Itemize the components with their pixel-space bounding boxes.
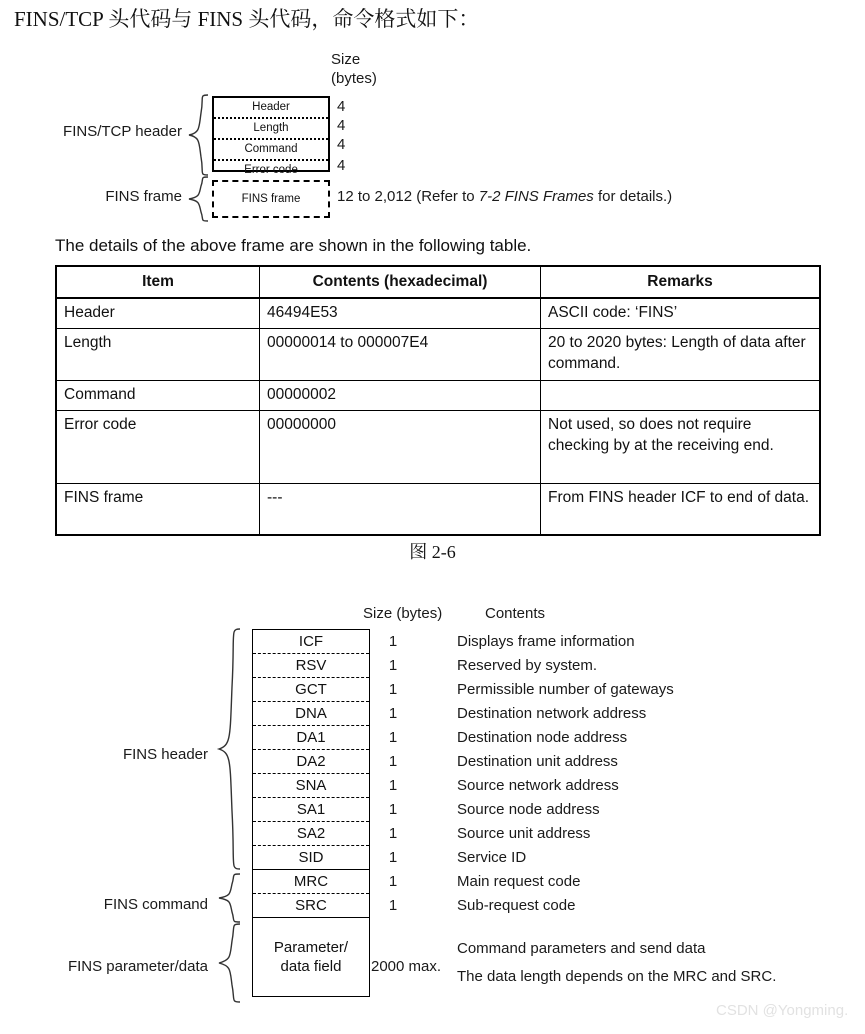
size-header-line1: Size — [331, 51, 361, 68]
figure-caption: 图 2-6 — [409, 542, 456, 562]
group-label-fins-command: FINS command — [103, 896, 208, 913]
size-parameter-data: 2000 max. — [371, 958, 442, 975]
fins-frame-note-post: for details.) — [593, 188, 673, 205]
field-sa2: SA2 — [253, 822, 369, 846]
cell-item: Header — [56, 298, 260, 328]
csdn-watermark: CSDN @Yongming. — [716, 1002, 849, 1019]
desc-sa2: Source unit address — [457, 825, 591, 842]
cell-remarks: From FINS header ICF to end of data. — [541, 483, 821, 535]
tcp-field-error-code: Error code — [244, 164, 298, 176]
fins-frame-size-note — [337, 188, 672, 205]
tcp-size-header: 4 — [337, 98, 346, 115]
cell-remarks: Not used, so does not require checking by at the receiving end. — [541, 410, 821, 483]
size-sid: 1 — [388, 849, 398, 866]
size-gct: 1 — [388, 681, 398, 698]
cell-contents: 46494E53 — [260, 298, 541, 328]
field-parameter-data — [253, 918, 369, 996]
cell-item: Length — [56, 328, 260, 380]
field-sna: SNA — [253, 774, 369, 798]
brace-fins-frame-icon — [186, 175, 210, 223]
column-header-remarks: Remarks — [541, 266, 821, 298]
fins-frame-field-box — [252, 629, 370, 997]
size-da2: 1 — [388, 753, 398, 770]
size-src: 1 — [388, 897, 398, 914]
cell-item: Command — [56, 380, 260, 410]
desc-sa1: Source node address — [457, 801, 600, 818]
desc-rsv: Reserved by system. — [457, 657, 598, 674]
table-row — [56, 328, 820, 380]
parameter-data-line1: Parameter/ — [273, 939, 349, 956]
fins-frame-box — [212, 180, 330, 218]
brace-fins-command-icon — [216, 872, 242, 924]
field-src: SRC — [253, 894, 369, 918]
fins-frame-note-pre: 12 to 2,012 (Refer to — [337, 188, 479, 205]
size-rsv: 1 — [388, 657, 398, 674]
table-row — [56, 410, 820, 483]
column-header-item: Item — [56, 266, 260, 298]
size-sna: 1 — [388, 777, 398, 794]
size-sa1: 1 — [388, 801, 398, 818]
size-bytes-header: Size (bytes) — [363, 605, 443, 622]
desc-da1: Destination node address — [457, 729, 628, 746]
field-gct: GCT — [253, 678, 369, 702]
size-header-line2: (bytes) — [331, 70, 377, 87]
field-da2: DA2 — [253, 750, 369, 774]
size-bytes-column-header — [331, 50, 377, 88]
tcp-field-header: Header — [214, 98, 328, 119]
desc-gct: Permissible number of gateways — [457, 681, 674, 698]
cell-contents: 00000014 to 000007E4 — [260, 328, 541, 380]
tcp-field-length: Length — [214, 119, 328, 140]
fins-frame-box-label: FINS frame — [241, 193, 301, 205]
column-header-contents: Contents (hexadecimal) — [260, 266, 541, 298]
contents-header: Contents — [485, 605, 546, 622]
desc-sid: Service ID — [457, 849, 527, 866]
fins-frame-structure-diagram — [0, 600, 865, 1000]
fins-tcp-frame-details-table — [55, 265, 821, 536]
size-icf: 1 — [388, 633, 398, 650]
brace-fins-header-icon — [216, 627, 242, 871]
brace-fins-parameter-data-icon — [216, 922, 242, 1004]
table-header-row — [56, 266, 820, 298]
cell-remarks — [541, 380, 821, 410]
group-label-fins-header: FINS header — [122, 746, 208, 763]
table-row — [56, 483, 820, 535]
field-rsv: RSV — [253, 654, 369, 678]
desc-mrc: Main request code — [457, 873, 581, 890]
page-intro-heading: FINS/TCP 头代码与 FINS 头代码，命令格式如下： — [14, 7, 480, 31]
field-sa1: SA1 — [253, 798, 369, 822]
cell-remarks: 20 to 2020 bytes: Length of data after command. — [541, 328, 821, 380]
table-intro-sentence: The details of the above frame are shown in the following table. — [55, 236, 532, 255]
group-label-fins-parameter-data: FINS parameter/data — [67, 958, 208, 975]
cell-item: Error code — [56, 410, 260, 483]
cell-contents: --- — [260, 483, 541, 535]
size-dna: 1 — [388, 705, 398, 722]
parameter-data-line2: data field — [280, 958, 342, 975]
desc-da2: Destination unit address — [457, 753, 618, 770]
table-row — [56, 298, 820, 328]
group-label-fins-tcp-header: FINS/TCP header — [63, 123, 182, 140]
field-mrc: MRC — [253, 870, 369, 894]
size-mrc: 1 — [388, 873, 398, 890]
desc-sna: Source network address — [457, 777, 619, 794]
field-sid: SID — [253, 846, 369, 870]
desc-src: Sub-request code — [457, 897, 576, 914]
table-row — [56, 380, 820, 410]
field-da1: DA1 — [253, 726, 369, 750]
desc-dna: Destination network address — [457, 705, 647, 722]
desc-parameter-data-line2: The data length depends on the MRC and SRC. — [457, 968, 777, 985]
tcp-field-command: Command — [214, 140, 328, 161]
tcp-size-command: 4 — [337, 136, 346, 153]
size-da1: 1 — [388, 729, 398, 746]
tcp-size-error-code: 4 — [337, 157, 346, 174]
field-dna: DNA — [253, 702, 369, 726]
cell-remarks: ASCII code: ‘FINS’ — [541, 298, 821, 328]
desc-icf: Displays frame information — [457, 633, 635, 650]
size-sa2: 1 — [388, 825, 398, 842]
desc-parameter-data-line1: Command parameters and send data — [457, 940, 706, 957]
brace-fins-tcp-header-icon — [186, 93, 210, 177]
cell-contents: 00000000 — [260, 410, 541, 483]
tcp-size-length: 4 — [337, 117, 346, 134]
cell-contents: 00000002 — [260, 380, 541, 410]
group-label-fins-frame: FINS frame — [105, 188, 182, 205]
cell-item: FINS frame — [56, 483, 260, 535]
fins-frame-note-reference: 7-2 FINS Frames — [478, 188, 594, 205]
fins-tcp-frame-diagram — [0, 45, 865, 230]
field-icf: ICF — [253, 630, 369, 654]
fins-tcp-header-box — [212, 96, 330, 176]
